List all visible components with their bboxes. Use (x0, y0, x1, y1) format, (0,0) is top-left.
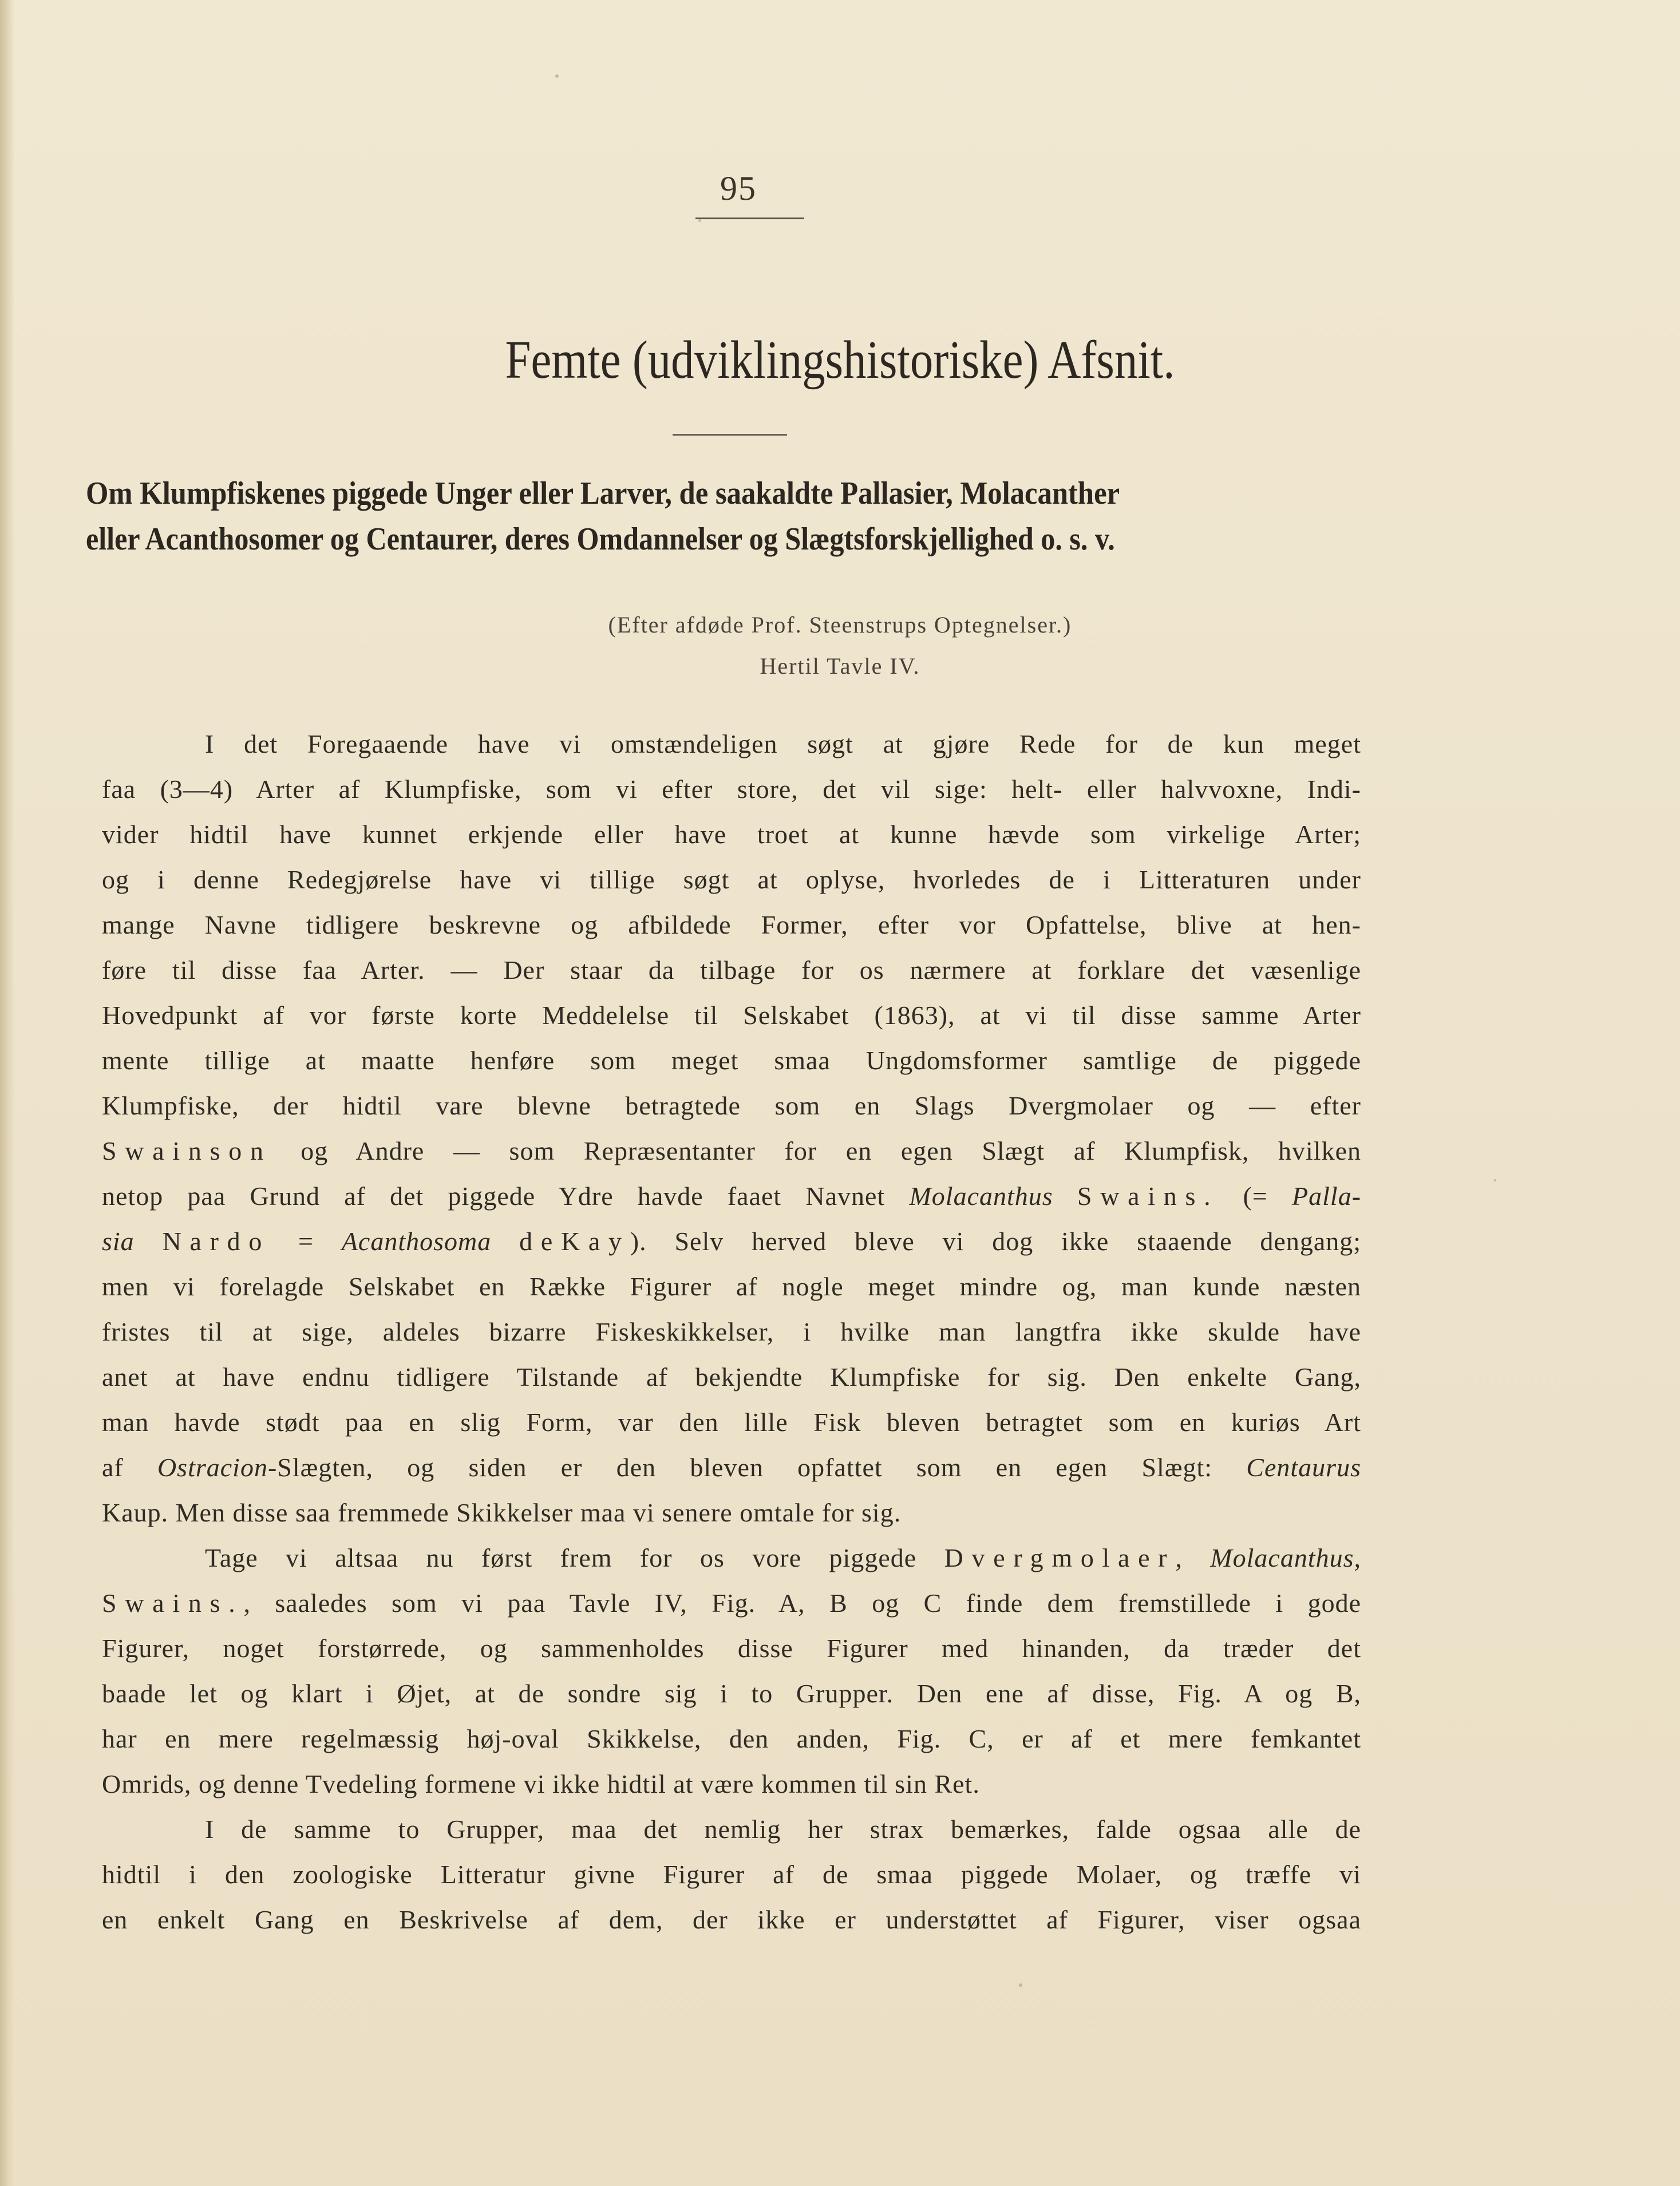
body-line: I det Foregaaende have vi omstændeligen søgt at gjøre Rede for de kun meget (205, 729, 1361, 758)
paper-speck (698, 219, 701, 222)
taxon-name: Molacanthus, (1210, 1543, 1361, 1572)
page-binding-edge (0, 0, 15, 2186)
text-run: af (102, 1453, 157, 1482)
subtitle-line-1: Om Klumpfiskenes piggede Unger eller Larver, de saakaldte Pallasier, Molacanther (86, 476, 1120, 511)
taxon-name: Acanthosoma (341, 1227, 492, 1256)
body-text (102, 721, 1361, 1942)
credit-line: (Efter afdøde Prof. Steenstrups Optegnelser.) (608, 612, 1072, 638)
text-run (1053, 1181, 1077, 1211)
body-line (102, 1535, 1361, 1580)
taxon-name: Palla- (1292, 1181, 1362, 1211)
body-line: men vi forelagde Selskabet en Række Figurer af nogle meget mindre og, man kunde næsten (102, 1272, 1361, 1301)
paper-speck (1494, 1179, 1496, 1181)
body-line: Kaup. Men disse saa fremmede Skikkelser maa vi senere omtale for sig. (102, 1498, 902, 1527)
text-run: = (270, 1227, 342, 1256)
body-line: Klumpfiske, der hidtil vare blevne betragtede som en Slags Dvergmolaer og — efter (102, 1091, 1361, 1120)
body-line: baade let og klart i Øjet, at de sondre sig i to Grupper. Den ene af disse, Fig. A og B, (102, 1679, 1361, 1708)
body-line: anet at have endnu tidligere Tilstande af bekjendte Klumpfiske for sig. Den enkelte Gang, (102, 1362, 1361, 1392)
body-line (102, 1173, 1361, 1219)
section-title: Femte (udviklingshistoriske) Afsnit. (505, 330, 1175, 390)
body-line (102, 1219, 1361, 1264)
author-name: deKay (519, 1227, 630, 1256)
page-number: 95 (720, 169, 757, 207)
body-line: man havde stødt paa en slig Form, var den lille Fisk bleven betragtet som en kuriøs Art (102, 1408, 1361, 1437)
body-line: Figurer, noget forstørrede, og sammenholdes disse Figurer med hinanden, da træder det (102, 1634, 1361, 1663)
text-run: , (1175, 1543, 1211, 1572)
subtitle-line-2: eller Acanthosomer og Centaurer, deres Omdannelser og Slægtsforskjellighed o. s. v. (86, 521, 1115, 557)
taxon-name: Ostracion (157, 1453, 268, 1482)
paper-speck (1019, 1983, 1022, 1987)
body-line: faa (3—4) Arter af Klumpfiske, som vi efter store, det vil sige: helt- eller halvvoxne, Indi- (102, 774, 1361, 804)
body-line: mente tillige at maatte henføre som meget smaa Ungdomsformer samtlige de piggede (102, 1046, 1361, 1075)
body-line: fristes til at sige, aldeles bizarre Fiskeskikkelser, i hvilke man langtfra ikke skulde have (102, 1317, 1361, 1346)
paper-speck (555, 74, 559, 78)
text-run: , saaledes som vi paa Tavle IV, Fig. A, B og C finde dem fremstillede i gode (243, 1588, 1361, 1618)
text-run (491, 1227, 519, 1256)
body-line: og i denne Redegjørelse have vi tillige søgt at oplyse, hvorledes de i Litteraturen under (102, 865, 1361, 894)
body-line: har en mere regelmæssig høj-oval Skikkelse, den anden, Fig. C, er af et mere femkantet (102, 1724, 1361, 1753)
text-run: ). Selv herved bleve vi dog ikke staaende dengang; (630, 1227, 1362, 1256)
text-run: (= (1219, 1181, 1292, 1211)
body-line: I de samme to Grupper, maa det nemlig her strax bemærkes, falde ogsaa alle de (205, 1815, 1361, 1844)
text-run: Tage vi altsaa nu først frem for os vore piggede (205, 1543, 944, 1572)
author-name: Swains. (1077, 1181, 1219, 1211)
body-line: hidtil i den zoologiske Litteratur givne Figurer af de smaa piggede Molaer, og træffe vi (102, 1860, 1361, 1889)
page-number-rule (695, 218, 804, 219)
text-run: og Andre — som Repræsentanter for en egen Slægt af Klumpfisk, hvilken (271, 1136, 1361, 1165)
text-run: -Slægten, og siden er den bleven opfattet som en egen Slægt: (267, 1453, 1247, 1482)
title-divider (673, 434, 787, 436)
author-name: Nardo (162, 1227, 271, 1256)
taxon-name: sia (102, 1227, 135, 1256)
text-run (135, 1227, 163, 1256)
taxon-name: Centaurus (1246, 1453, 1361, 1482)
text-run: netop paa Grund af det piggede Ydre havde faaet Navnet (102, 1181, 910, 1211)
body-line (102, 1445, 1361, 1490)
emphasis-term: Dvergmolaer (944, 1543, 1176, 1572)
author-name: Swainson (102, 1136, 272, 1165)
body-line: Omrids, og denne Tvedeling formene vi ikke hidtil at være kommen til sin Ret. (102, 1769, 980, 1798)
body-line: en enkelt Gang en Beskrivelse af dem, der ikke er understøttet af Figurer, viser ogsaa (102, 1905, 1361, 1934)
body-line (102, 1580, 1361, 1626)
body-line: vider hidtil have kunnet erkjende eller have troet at kunne hævde som virkelige Arter; (102, 820, 1361, 849)
body-line (102, 1128, 1361, 1173)
body-line: Hovedpunkt af vor første korte Meddelelse til Selskabet (1863), at vi til disse samme Arter (102, 1001, 1361, 1030)
author-name: Swains. (102, 1588, 244, 1618)
taxon-name: Molacanthus (909, 1181, 1053, 1211)
body-line: føre til disse faa Arter. — Der staar da tilbage for os nærmere at forklare det væsenlige (102, 955, 1361, 985)
plate-reference: Hertil Tavle IV. (760, 653, 920, 679)
body-line: mange Navne tidligere beskrevne og afbildede Former, efter vor Opfattelse, blive at hen- (102, 910, 1361, 939)
